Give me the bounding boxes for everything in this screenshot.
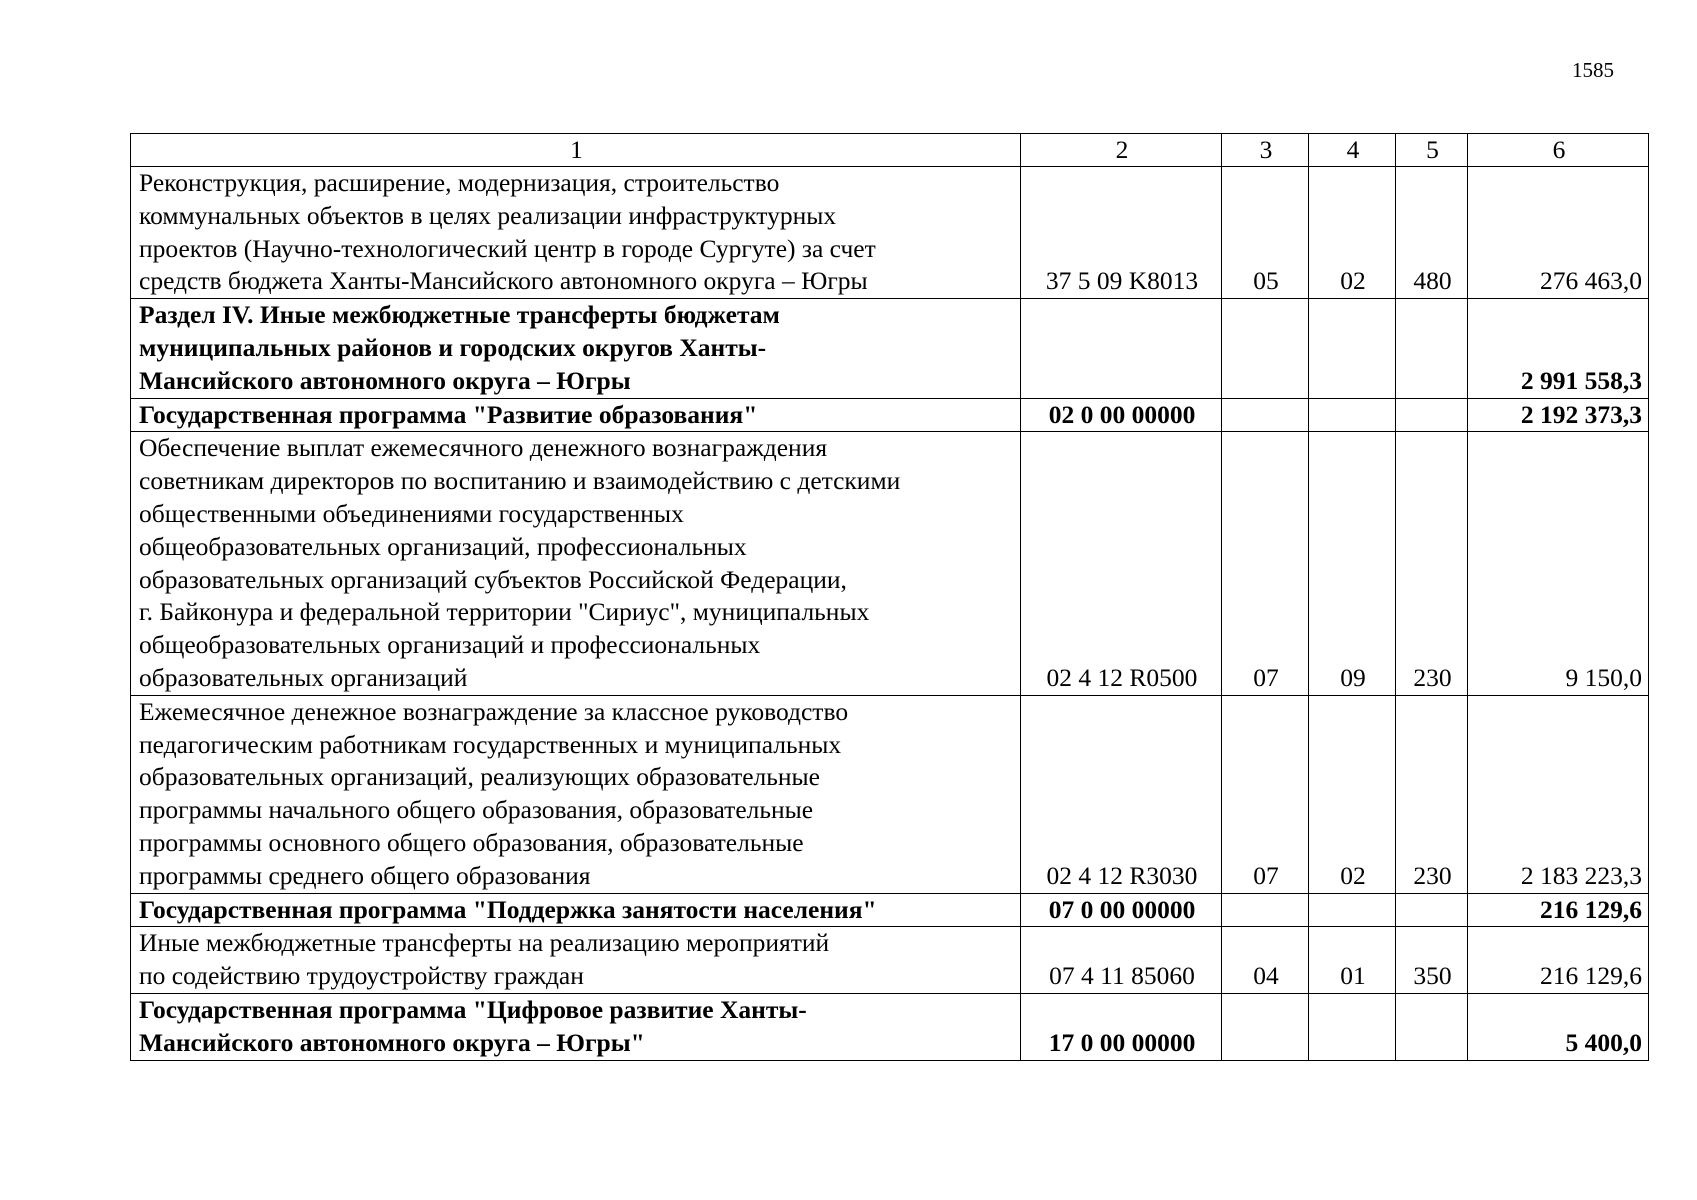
- row-name-line: по содействию трудоустройству граждан: [139, 961, 584, 991]
- amount-cell: 2 183 223,3: [1468, 695, 1649, 893]
- row-name-line: общеобразовательных организаций, профессиональных: [139, 531, 747, 561]
- section-cell: 07: [1222, 695, 1309, 893]
- column-header: 6: [1468, 134, 1649, 167]
- row-name-line: коммунальных объектов в целях реализации инфраструктурных: [139, 200, 837, 230]
- code-cell: 37 5 09 K8013: [1021, 167, 1222, 299]
- code-cell: 17 0 00 00000: [1021, 993, 1222, 1060]
- section-cell: [1222, 993, 1309, 1060]
- section-cell: 07: [1222, 432, 1309, 695]
- expense-type-cell: [1396, 993, 1468, 1060]
- row-name-line: Ежемесячное денежное вознаграждение за классное руководство: [139, 696, 849, 726]
- subsection-cell: [1309, 993, 1396, 1060]
- row-name-cell: [131, 893, 1021, 927]
- table-row: [131, 893, 1649, 927]
- table-row: [131, 927, 1649, 994]
- row-name-line: Иные межбюджетные трансферты на реализацию мероприятий: [139, 928, 830, 958]
- subsection-cell: 02: [1309, 695, 1396, 893]
- row-name-line: проектов (Научно-технологический центр в городе Сургуте) за счет: [139, 233, 876, 263]
- row-name-line: программы среднего общего образования: [139, 860, 591, 890]
- row-name-line: программы основного общего образования, образовательные: [139, 827, 804, 857]
- table-row: [131, 299, 1649, 398]
- code-cell: 07 0 00 00000: [1021, 893, 1222, 927]
- expense-type-cell: 480: [1396, 167, 1468, 299]
- amount-cell: 276 463,0: [1468, 167, 1649, 299]
- row-name-cell: [131, 993, 1021, 1060]
- row-name-line: Государственная программа "Цифровое развитие Ханты-: [139, 994, 807, 1024]
- row-name-cell: [131, 299, 1021, 398]
- row-name-line: советникам директоров по воспитанию и взаимодействию с детскими: [139, 466, 901, 496]
- section-cell: [1222, 398, 1309, 432]
- subsection-cell: 09: [1309, 432, 1396, 695]
- row-name-line: образовательных организаций субъектов Российской Федерации,: [139, 564, 847, 594]
- amount-cell: 9 150,0: [1468, 432, 1649, 695]
- row-name-line: общественными объединениями государственных: [139, 498, 684, 528]
- row-name-line: г. Байконура и федеральной территории "Сириус", муниципальных: [139, 597, 870, 627]
- section-cell: [1222, 893, 1309, 927]
- row-name-cell: [131, 695, 1021, 893]
- row-name-line: Государственная программа "Развитие образования": [139, 399, 758, 429]
- subsection-cell: [1309, 299, 1396, 398]
- subsection-cell: 02: [1309, 167, 1396, 299]
- expense-type-cell: 230: [1396, 432, 1468, 695]
- row-name-cell: [131, 432, 1021, 695]
- row-name-line: Мансийского автономного округа – Югры: [139, 365, 631, 395]
- column-header: 4: [1309, 134, 1396, 167]
- row-name-line: программы начального общего образования, образовательные: [139, 795, 814, 825]
- row-name-line: Мансийского автономного округа – Югры": [139, 1027, 645, 1057]
- page-number: 1585: [1572, 58, 1614, 82]
- section-cell: 04: [1222, 927, 1309, 994]
- table-row: [131, 432, 1649, 695]
- row-name-cell: [131, 927, 1021, 994]
- row-name-line: Обеспечение выплат ежемесячного денежного вознаграждения: [139, 433, 828, 463]
- amount-cell: 5 400,0: [1468, 993, 1649, 1060]
- column-header: 3: [1222, 134, 1309, 167]
- expense-type-cell: 230: [1396, 695, 1468, 893]
- expense-type-cell: [1396, 299, 1468, 398]
- row-name-line: образовательных организаций, реализующих образовательные: [139, 762, 820, 792]
- row-name-cell: [131, 167, 1021, 299]
- section-cell: [1222, 299, 1309, 398]
- subsection-cell: 01: [1309, 927, 1396, 994]
- row-name-cell: [131, 398, 1021, 432]
- table-row: [131, 167, 1649, 299]
- row-name-line: Раздел IV. Иные межбюджетные трансферты бюджетам: [139, 300, 780, 330]
- code-cell: 02 4 12 R0500: [1021, 432, 1222, 695]
- table-row: [131, 993, 1649, 1060]
- column-header: 1: [131, 134, 1021, 167]
- row-name-line: общеобразовательных организаций и профессиональных: [139, 630, 761, 660]
- amount-cell: 216 129,6: [1468, 893, 1649, 927]
- row-name-line: Реконструкция, расширение, модернизация, строительство: [139, 168, 780, 197]
- column-header: 2: [1021, 134, 1222, 167]
- table-row: [131, 398, 1649, 432]
- amount-cell: 216 129,6: [1468, 927, 1649, 994]
- section-cell: 05: [1222, 167, 1309, 299]
- subsection-cell: [1309, 398, 1396, 432]
- amount-cell: 2 192 373,3: [1468, 398, 1649, 432]
- amount-cell: 2 991 558,3: [1468, 299, 1649, 398]
- budget-table: [130, 133, 1649, 1061]
- code-cell: 02 0 00 00000: [1021, 398, 1222, 432]
- expense-type-cell: 350: [1396, 927, 1468, 994]
- table-header-row: [131, 134, 1649, 167]
- row-name-line: образовательных организаций: [139, 662, 468, 692]
- code-cell: 07 4 11 85060: [1021, 927, 1222, 994]
- subsection-cell: [1309, 893, 1396, 927]
- expense-type-cell: [1396, 398, 1468, 432]
- row-name-line: муниципальных районов и городских округов Ханты-: [139, 332, 767, 362]
- row-name-line: Государственная программа "Поддержка занятости населения": [139, 894, 877, 924]
- expense-type-cell: [1396, 893, 1468, 927]
- table-row: [131, 695, 1649, 893]
- column-header: 5: [1396, 134, 1468, 167]
- row-name-line: средств бюджета Ханты-Мансийского автономного округа – Югры: [139, 266, 868, 296]
- code-cell: 02 4 12 R3030: [1021, 695, 1222, 893]
- code-cell: [1021, 299, 1222, 398]
- row-name-line: педагогическим работникам государственных и муниципальных: [139, 729, 842, 759]
